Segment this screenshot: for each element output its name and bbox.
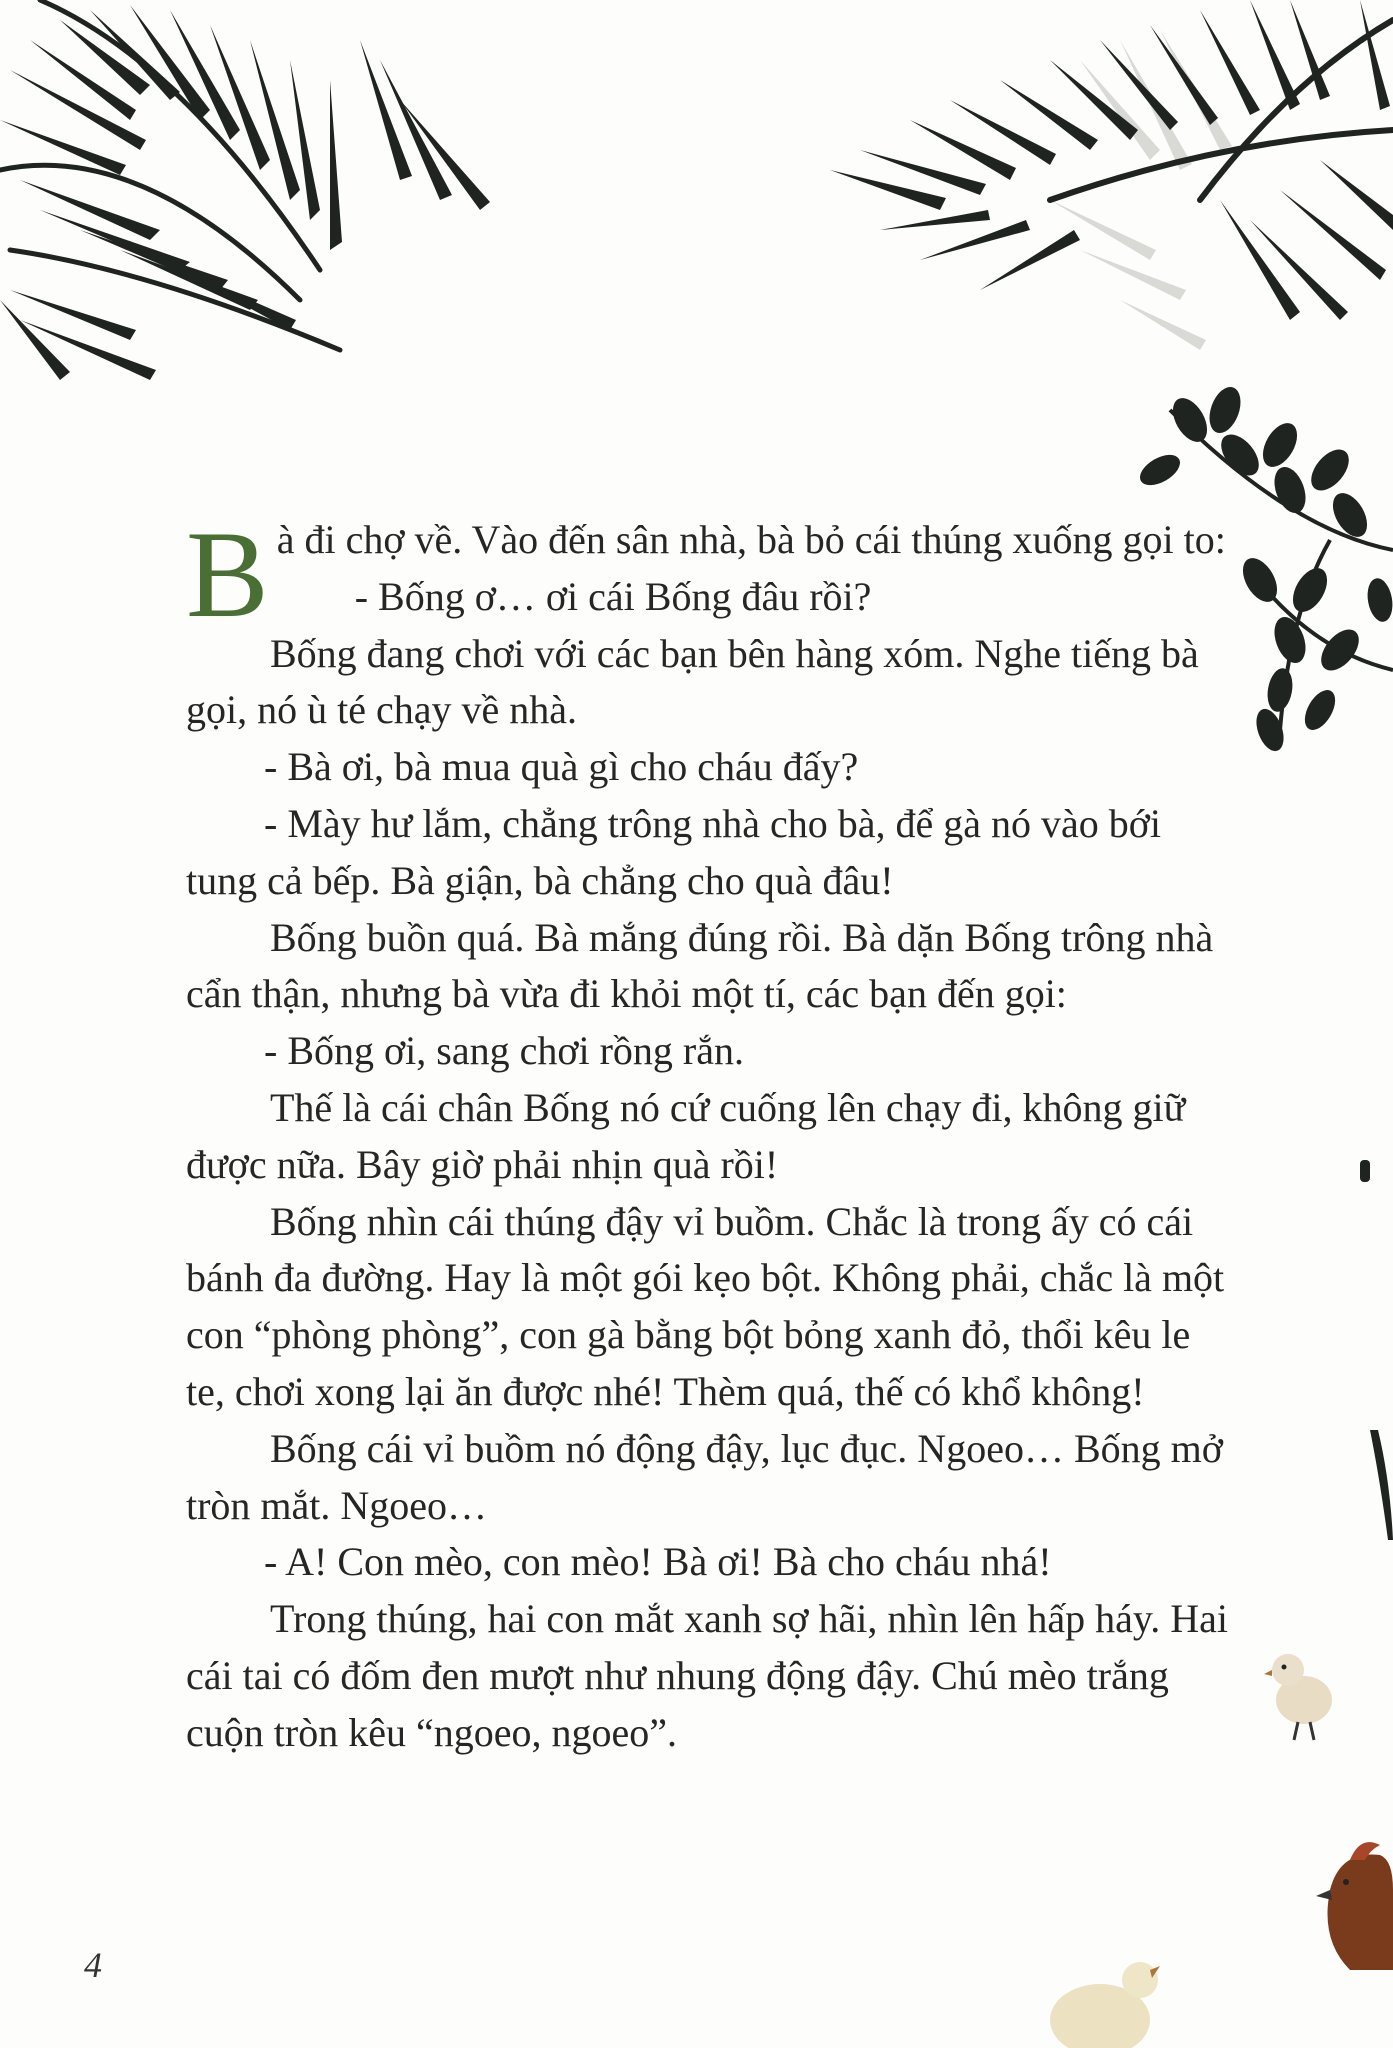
opening-paragraph-text: à đi chợ về. Vào đến sân nhà, bà bỏ cái thúng xuống gọi to: [276,517,1226,562]
story-text [186,506,1231,1762]
palm-leaves-top-left-illustration [0,0,520,420]
story-paragraph: Bống cái vỉ buồm nó động đậy, lục đục. Ngoeo… Bống mở tròn mắt. Ngoeo… [186,1425,1223,1528]
drop-cap: B [186,506,269,643]
story-paragraphs [186,569,1231,1762]
story-paragraph: Bống đang chơi với các bạn bên hàng xóm. Nghe tiếng bà gọi, nó ù té chạy về nhà. [186,630,1199,733]
story-paragraph: - A! Con mèo, con mèo! Bà ơi! Bà cho cháu nhá! [264,1539,1052,1585]
chick-illustration [1262,1640,1342,1750]
story-paragraph: - Bống ơ… ơi cái Bống đâu rồi? [354,573,872,619]
story-paragraph: Bống nhìn cái thúng đậy vỉ buồm. Chắc là trong ấy có cái bánh đa đường. Hay là một gói kẹo bột. Không phải, chắc là một con “phòng phòng”, con gà bằng bột bỏng xanh đỏ, thổi kêu le te, chơi xong lại ăn được nhé! Thèm quá, thế có khổ không! [186,1198,1225,1414]
page-number: 4 [84,1945,102,1985]
palm-leaves-top-right-illustration [820,0,1393,380]
story-paragraph: Bống buồn quá. Bà mắng đúng rồi. Bà dặn Bống trông nhà cẩn thận, nhưng bà vừa đi khỏi một tí, các bạn đến gọi: [186,914,1214,1017]
story-paragraph: Trong thúng, hai con mắt xanh sợ hãi, nhìn lên hấp háy. Hai cái tai có đốm đen mượt như nhung động đậy. Chú mèo trắng cuộn tròn kêu “ngoeo, ngoeo”. [186,1596,1229,1755]
rooster-illustration [1310,1830,1393,1970]
story-paragraph: - Bống ơi, sang chơi rồng rắn. [264,1028,744,1074]
story-paragraph: Thế là cái chân Bống nó cứ cuống lên chạy đi, không giữ được nữa. Bây giờ phải nhịn quà rồi! [186,1084,1186,1187]
story-paragraph: - Bà ơi, bà mua quà gì cho cháu đấy? [264,744,859,790]
story-paragraph: - Mày hư lắm, chẳng trông nhà cho bà, để gà nó vào bới tung cả bếp. Bà giận, bà chẳng cho quà đâu! [186,800,1162,903]
grass-blade-illustration [1360,1160,1393,1540]
chick-illustration [1040,1950,1160,2048]
